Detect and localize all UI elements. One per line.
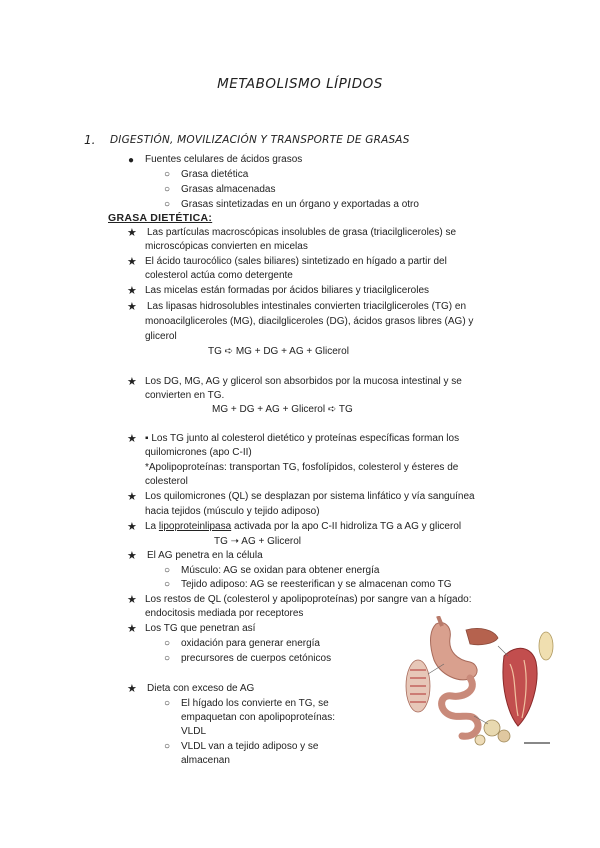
list-item: almacenan: [181, 755, 230, 766]
cell-shape: [498, 730, 510, 742]
list-item: [145, 520, 461, 534]
list-item: Los TG que penetran así: [145, 623, 256, 634]
list-item: Las micelas están formadas por ácidos biliares y triacilgliceroles: [145, 285, 430, 296]
caption-mark: [524, 742, 550, 744]
list-item: Músculo: AG se oxidan para obtener energía: [181, 565, 380, 576]
list-item: VLDL van a tejido adiposo y se: [181, 741, 319, 752]
list-item: Los DG, MG, AG y glicerol son absorbidos por la mucosa intestinal y se: [145, 376, 462, 387]
text: La: [145, 521, 159, 532]
list-item: VLDL: [181, 726, 207, 737]
page-title: METABOLISMO LÍPIDOS: [217, 76, 383, 92]
circle-bullet-icon: ○: [164, 579, 171, 590]
list-item: Grasa dietética: [181, 169, 249, 180]
star-icon: ★: [127, 376, 137, 388]
circle-bullet-icon: ○: [164, 653, 171, 664]
enzyme-term: lipoproteinlipasa: [158, 521, 232, 532]
cell-shape: [484, 720, 500, 736]
list-item: oxidación para generar energía: [181, 638, 320, 649]
list-item: Los quilomicrones (QL) se desplazan por sistema linfático y vía sanguínea: [145, 491, 475, 502]
star-icon: ★: [127, 301, 137, 313]
section-title: DIGESTIÓN, MOVILIZACIÓN Y TRANSPORTE DE GRASAS: [110, 134, 410, 146]
list-item: glicerol: [145, 331, 177, 342]
list-item: endocitosis mediada por receptores: [145, 608, 304, 619]
circle-bullet-icon: ○: [164, 741, 171, 752]
list-item: Las partículas macroscópicas insolubles de grasa (triacilgliceroles) se: [147, 227, 457, 238]
circle-bullet-icon: ○: [164, 698, 171, 709]
circle-bullet-icon: ○: [164, 565, 171, 576]
star-icon: ★: [127, 550, 137, 562]
list-item: colesterol: [145, 476, 188, 487]
star-icon: ★: [127, 227, 137, 239]
equation: TG ➪ MG + DG + AG + Glicerol: [208, 346, 349, 357]
text: activada por la apo C-II hidroliza TG a AG y glicerol: [231, 521, 462, 532]
circle-bullet-icon: ○: [164, 638, 171, 649]
list-item: Dieta con exceso de AG: [147, 683, 255, 694]
list-item: Grasas sintetizadas en un órgano y exportadas a otro: [181, 199, 419, 210]
list-item: colesterol actúa como detergente: [145, 270, 293, 281]
cell-shape: [475, 735, 485, 745]
star-icon: ★: [127, 623, 137, 635]
circle-bullet-icon: ○: [164, 184, 171, 195]
star-icon: ★: [127, 285, 137, 297]
list-item: microscópicas convierten en micelas: [145, 241, 308, 252]
digestion-illustration: [404, 616, 554, 750]
list-item: *Apolipoproteínas: transportan TG, fosfolípidos, colesterol y ésteres de: [145, 462, 459, 473]
list-item: Tejido adiposo: AG se reesterifican y se almacenan como TG: [181, 579, 452, 590]
section-number: 1.: [84, 133, 96, 147]
list-item: convierten en TG.: [145, 390, 225, 401]
star-icon: ★: [127, 521, 137, 533]
adipose-shape: [539, 632, 553, 660]
list-item: Las lipasas hidrosolubles intestinales convierten triacilgliceroles (TG) en: [147, 301, 467, 312]
list-item: ▪ Los TG junto al colesterol dietético y proteínas específicas forman los: [145, 433, 460, 444]
star-icon: ★: [127, 594, 137, 606]
circle-bullet-icon: ○: [164, 199, 171, 210]
circle-bullet-icon: ○: [164, 169, 171, 180]
list-item: El AG penetra en la célula: [147, 550, 263, 561]
list-item: Grasas almacenadas: [181, 184, 276, 195]
star-icon: ★: [127, 491, 137, 503]
list-item: El hígado los convierte en TG, se: [181, 698, 329, 709]
list-item: quilomicrones (apo C-II): [145, 447, 252, 458]
list-item: hacia tejidos (músculo y tejido adiposo): [145, 506, 320, 517]
list-item: monoacilgliceroles (MG), diacilgliceroles (DG), ácidos grasos libres (AG) y: [145, 316, 474, 327]
equation: MG + DG + AG + Glicerol ➪ TG: [212, 404, 353, 415]
star-icon: ★: [127, 256, 137, 268]
star-icon: ★: [127, 683, 137, 695]
list-item: Los restos de QL (colesterol y apolipoproteínas) por sangre van a hígado:: [145, 594, 472, 605]
list-item: Fuentes celulares de ácidos grasos: [145, 154, 303, 165]
list-item: empaquetan con apolipoproteínas:: [181, 712, 336, 723]
equation: TG ➝ AG + Glicerol: [214, 536, 302, 547]
subheading: GRASA DIETÉTICA:: [108, 212, 213, 224]
list-item: precursores de cuerpos cetónicos: [181, 653, 332, 664]
list-item: El ácido taurocólico (sales biliares) sintetizado en hígado a partir del: [145, 256, 447, 267]
star-icon: ★: [127, 433, 137, 445]
bullet-icon: ●: [128, 155, 135, 166]
